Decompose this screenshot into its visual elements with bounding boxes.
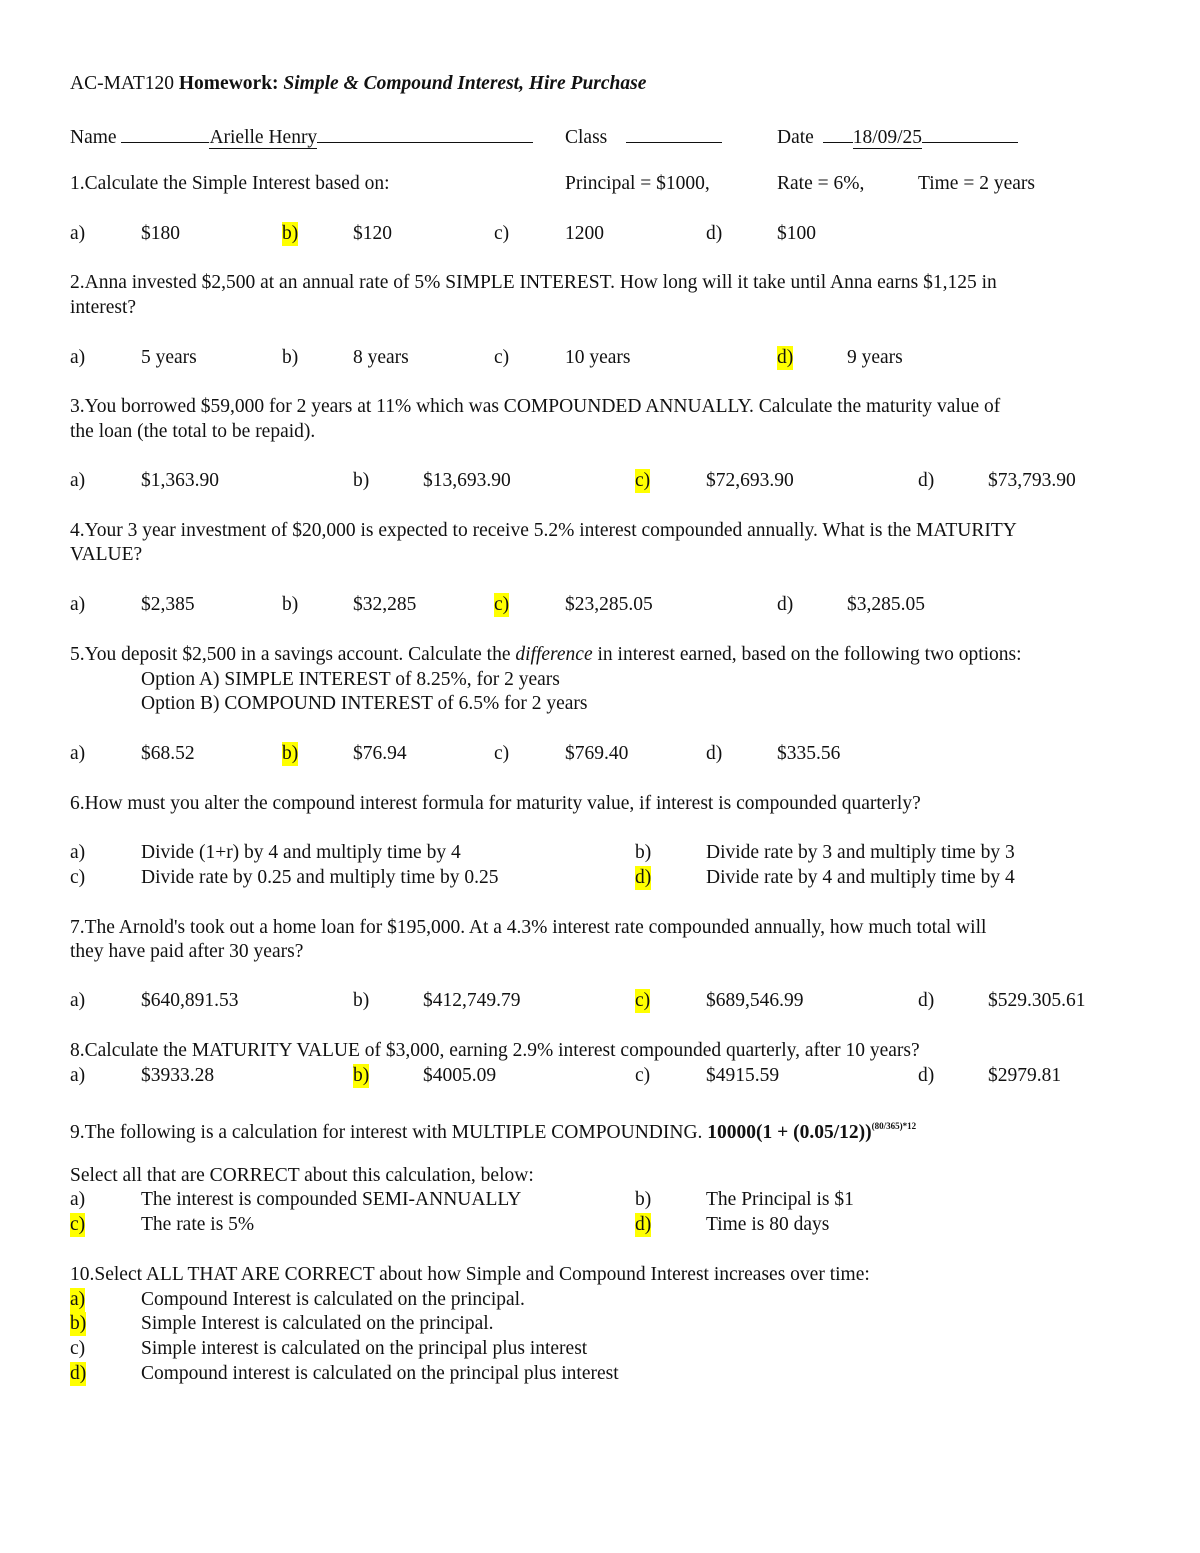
q2-option-a-text: 5 years bbox=[141, 347, 197, 368]
q7-option-c-letter[interactable]: c) bbox=[635, 990, 651, 1011]
q10-option-a-letter[interactable]: a) bbox=[70, 1289, 86, 1310]
q3-option-c-text: $72,693.90 bbox=[706, 470, 794, 491]
q7-option-b-letter[interactable]: b) bbox=[353, 990, 370, 1011]
q5-option-b-letter[interactable]: b) bbox=[282, 743, 299, 764]
q7-option-b-text: $412,749.79 bbox=[423, 990, 521, 1011]
q5-option-c-text: $769.40 bbox=[565, 743, 629, 764]
q9-option-b-text: The Principal is $1 bbox=[706, 1189, 854, 1210]
q5-option-b-text: $76.94 bbox=[353, 743, 407, 764]
q10-option-a-text: Compound Interest is calculated on the principal. bbox=[141, 1289, 525, 1310]
student-name: Arielle Henry bbox=[209, 127, 318, 148]
q3-option-b-letter[interactable]: b) bbox=[353, 470, 370, 491]
q1-option-b-letter[interactable]: b) bbox=[282, 223, 299, 244]
q8-option-c-letter[interactable]: c) bbox=[635, 1065, 651, 1086]
date-blank-tail bbox=[922, 122, 1018, 143]
q1-principal: Principal = $1000, bbox=[565, 173, 710, 194]
q2-option-a-letter[interactable]: a) bbox=[70, 347, 86, 368]
name-line bbox=[70, 122, 533, 150]
q5-option-a-letter[interactable]: a) bbox=[70, 743, 86, 764]
question-4-stem: 4.Your 3 year investment of $20,000 is expected to receive 5.2% interest compounded annually. What is the MATURITY bbox=[70, 520, 1017, 541]
q3-option-b-text: $13,693.90 bbox=[423, 470, 511, 491]
q4-option-b-letter[interactable]: b) bbox=[282, 594, 299, 615]
q9-option-a-text: The interest is compounded SEMI-ANNUALLY bbox=[141, 1189, 522, 1210]
q3-option-a-letter[interactable]: a) bbox=[70, 470, 86, 491]
q9-stem-text: 9.The following is a calculation for interest with MULTIPLE COMPOUNDING. bbox=[70, 1122, 703, 1143]
q1-option-c-text: 1200 bbox=[565, 223, 604, 244]
q3-option-c-letter[interactable]: c) bbox=[635, 470, 651, 491]
q4-option-a-text: $2,385 bbox=[141, 594, 195, 615]
date-value: 18/09/25 bbox=[852, 127, 923, 148]
q3-option-d-letter[interactable]: d) bbox=[918, 470, 935, 491]
q6-option-d-text: Divide rate by 4 and multiply time by 4 bbox=[706, 867, 1015, 888]
question-1-stem: 1.Calculate the Simple Interest based on: bbox=[70, 173, 390, 194]
q8-option-b-text: $4005.09 bbox=[423, 1065, 497, 1086]
q5-stem-emphasis: difference bbox=[515, 644, 593, 665]
q6-option-a-letter[interactable]: a) bbox=[70, 842, 86, 863]
q1-rate: Rate = 6%, bbox=[777, 173, 865, 194]
q5-option-a-description: Option A) SIMPLE INTEREST of 8.25%, for 2 years bbox=[141, 669, 560, 690]
q9-option-a-letter[interactable]: a) bbox=[70, 1189, 86, 1210]
q8-option-a-letter[interactable]: a) bbox=[70, 1065, 86, 1086]
name-blank bbox=[121, 122, 209, 143]
q9-instruction: Select all that are CORRECT about this calculation, below: bbox=[70, 1165, 534, 1186]
q8-option-d-text: $2979.81 bbox=[988, 1065, 1062, 1086]
q6-option-d-letter[interactable]: d) bbox=[635, 867, 652, 888]
q3-option-a-text: $1,363.90 bbox=[141, 470, 219, 491]
q9-option-d-letter[interactable]: d) bbox=[635, 1214, 652, 1235]
q3-option-d-text: $73,793.90 bbox=[988, 470, 1076, 491]
question-10-stem: 10.Select ALL THAT ARE CORRECT about how Simple and Compound Interest increases over time: bbox=[70, 1264, 870, 1285]
q10-option-d-text: Compound interest is calculated on the principal plus interest bbox=[141, 1363, 619, 1384]
date-blank bbox=[823, 122, 853, 143]
q1-option-d-letter[interactable]: d) bbox=[706, 223, 723, 244]
name-label: Name bbox=[70, 127, 117, 148]
question-7-stem: 7.The Arnold's took out a home loan for $195,000. At a 4.3% interest rate compounded annually, how much total will bbox=[70, 917, 987, 938]
q6-option-c-text: Divide rate by 0.25 and multiply time by 0.25 bbox=[141, 867, 499, 888]
class-label: Class bbox=[565, 127, 608, 148]
q9-option-c-text: The rate is 5% bbox=[141, 1214, 255, 1235]
q6-option-b-text: Divide rate by 3 and multiply time by 3 bbox=[706, 842, 1015, 863]
q9-formula-exponent: (80/365)*12 bbox=[871, 1121, 917, 1131]
q8-option-a-text: $3933.28 bbox=[141, 1065, 215, 1086]
class-blank bbox=[626, 122, 722, 143]
q6-option-b-letter[interactable]: b) bbox=[635, 842, 652, 863]
q5-option-c-letter[interactable]: c) bbox=[494, 743, 510, 764]
q4-option-d-text: $3,285.05 bbox=[847, 594, 925, 615]
q1-option-b-text: $120 bbox=[353, 223, 392, 244]
question-6-stem: 6.How must you alter the compound interest formula for maturity value, if interest is compounded quarterly? bbox=[70, 793, 921, 814]
question-8-stem: 8.Calculate the MATURITY VALUE of $3,000, earning 2.9% interest compounded quarterly, after 10 years? bbox=[70, 1040, 920, 1061]
q4-option-b-text: $32,285 bbox=[353, 594, 417, 615]
q5-option-d-letter[interactable]: d) bbox=[706, 743, 723, 764]
q4-option-c-text: $23,285.05 bbox=[565, 594, 653, 615]
q4-option-d-letter[interactable]: d) bbox=[777, 594, 794, 615]
course-code: AC-MAT120 bbox=[70, 73, 175, 94]
question-3-stem: 3.You borrowed $59,000 for 2 years at 11% which was COMPOUNDED ANNUALLY. Calculate the maturity value of bbox=[70, 396, 1001, 417]
date-label: Date bbox=[777, 127, 814, 148]
question-9-stem bbox=[70, 1114, 916, 1145]
q1-option-a-text: $180 bbox=[141, 223, 180, 244]
q5-option-d-text: $335.56 bbox=[777, 743, 841, 764]
q1-option-a-letter[interactable]: a) bbox=[70, 223, 86, 244]
q8-option-b-letter[interactable]: b) bbox=[353, 1065, 370, 1086]
q9-option-c-letter[interactable]: c) bbox=[70, 1214, 86, 1235]
q1-option-c-letter[interactable]: c) bbox=[494, 223, 510, 244]
homework-label: Homework: bbox=[178, 73, 279, 94]
date-field bbox=[777, 122, 1018, 150]
q2-option-b-letter[interactable]: b) bbox=[282, 347, 299, 368]
q4-option-a-letter[interactable]: a) bbox=[70, 594, 86, 615]
q9-formula: 10000(1 + (0.05/12)) bbox=[707, 1122, 872, 1143]
question-5-stem bbox=[70, 643, 1022, 667]
q5-option-a-text: $68.52 bbox=[141, 743, 195, 764]
q7-option-c-text: $689,546.99 bbox=[706, 990, 804, 1011]
q2-option-c-letter[interactable]: c) bbox=[494, 347, 510, 368]
q2-option-c-text: 10 years bbox=[565, 347, 631, 368]
question-4-stem-cont: VALUE? bbox=[70, 544, 143, 565]
name-blank-tail bbox=[317, 122, 533, 143]
topic-title: Simple & Compound Interest, Hire Purchase bbox=[283, 73, 647, 94]
q2-option-d-text: 9 years bbox=[847, 347, 903, 368]
q10-option-c-letter[interactable]: c) bbox=[70, 1338, 86, 1359]
q5-stem-pre: 5.You deposit $2,500 in a savings account. Calculate the bbox=[70, 644, 516, 665]
q10-option-c-text: Simple interest is calculated on the principal plus interest bbox=[141, 1338, 588, 1359]
question-7-stem-cont: they have paid after 30 years? bbox=[70, 941, 304, 962]
q10-option-b-text: Simple Interest is calculated on the principal. bbox=[141, 1313, 494, 1334]
q4-option-c-letter[interactable]: c) bbox=[494, 594, 510, 615]
q9-option-d-text: Time is 80 days bbox=[706, 1214, 830, 1235]
question-2-stem: 2.Anna invested $2,500 at an annual rate of 5% SIMPLE INTEREST. How long will it take until Anna earns $1,125 in bbox=[70, 272, 997, 293]
q2-option-d-letter[interactable]: d) bbox=[777, 347, 794, 368]
q7-option-d-text: $529.305.61 bbox=[988, 990, 1086, 1011]
question-2-stem-cont: interest? bbox=[70, 297, 137, 318]
q7-option-d-letter[interactable]: d) bbox=[918, 990, 935, 1011]
q5-option-b-description: Option B) COMPOUND INTEREST of 6.5% for 2 years bbox=[141, 693, 588, 714]
q9-option-b-letter[interactable]: b) bbox=[635, 1189, 652, 1210]
q2-option-b-text: 8 years bbox=[353, 347, 409, 368]
q5-stem-post: in interest earned, based on the following two options: bbox=[592, 644, 1022, 665]
q6-option-c-letter[interactable]: c) bbox=[70, 867, 86, 888]
q1-option-d-text: $100 bbox=[777, 223, 816, 244]
document-title bbox=[70, 72, 646, 96]
class-field bbox=[565, 122, 722, 150]
q10-option-b-letter[interactable]: b) bbox=[70, 1313, 87, 1334]
q8-option-c-text: $4915.59 bbox=[706, 1065, 780, 1086]
question-3-stem-cont: the loan (the total to be repaid). bbox=[70, 421, 316, 442]
q6-option-a-text: Divide (1+r) by 4 and multiply time by 4 bbox=[141, 842, 461, 863]
q7-option-a-text: $640,891.53 bbox=[141, 990, 239, 1011]
q10-option-d-letter[interactable]: d) bbox=[70, 1363, 87, 1384]
q1-time: Time = 2 years bbox=[918, 173, 1035, 194]
q8-option-d-letter[interactable]: d) bbox=[918, 1065, 935, 1086]
q7-option-a-letter[interactable]: a) bbox=[70, 990, 86, 1011]
